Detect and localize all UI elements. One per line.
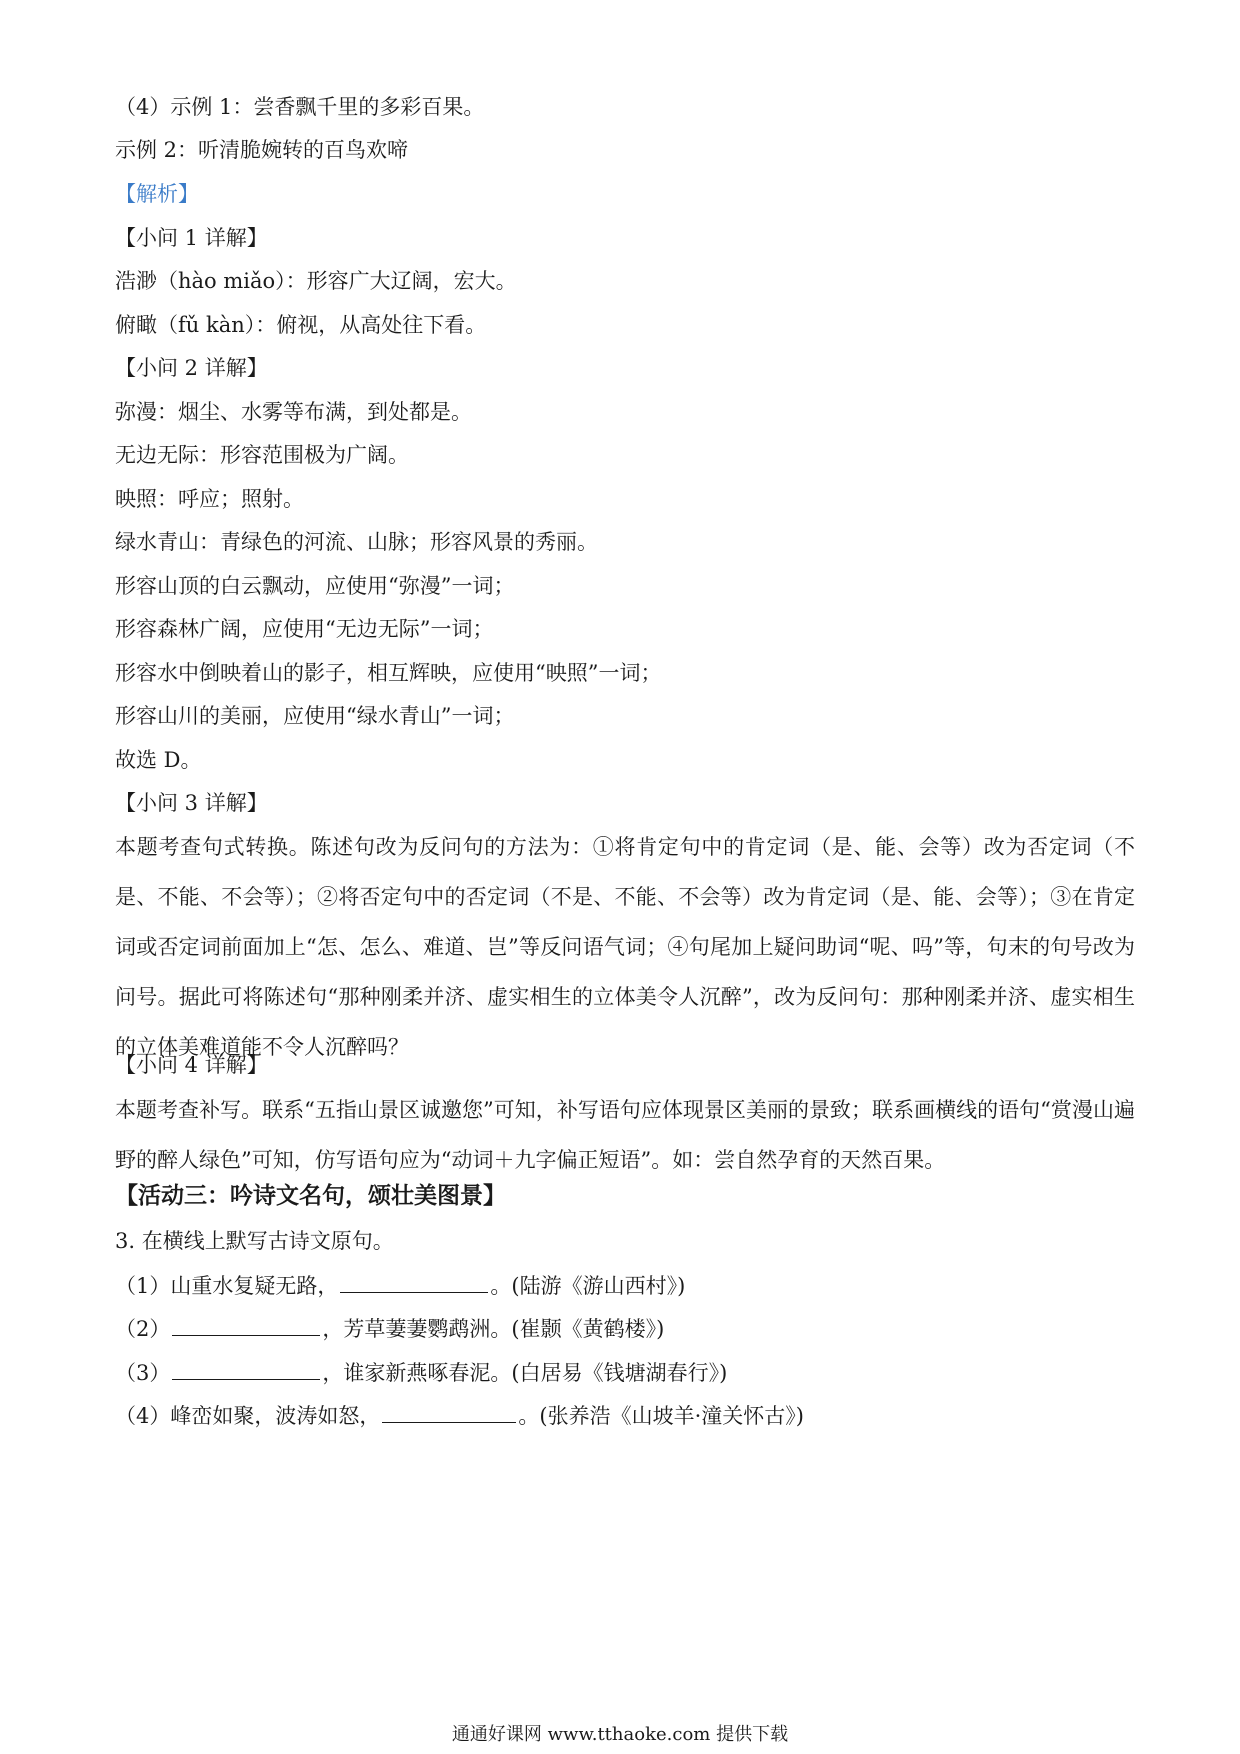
answer-4-example-1: （4）示例 1：尝香飘千里的多彩百果。 [115, 95, 485, 119]
sub2-line: 映照：呼应；照射。 [115, 487, 304, 511]
question-3-prompt: 3. 在横线上默写古诗文原句。 [115, 1229, 394, 1253]
sub2-line: 形容山川的美丽，应使用“绿水青山”一词； [115, 704, 515, 728]
sub2-line: 形容水中倒映着山的影子，相互辉映，应使用“映照”一词； [115, 661, 662, 685]
sub2-answer: 故选 D。 [115, 748, 202, 772]
sub2-line: 形容山顶的白云飘动，应使用“弥漫”一词； [115, 574, 515, 598]
sub-question-4-heading: 【小问 4 详解】 [115, 1053, 268, 1077]
sub3-explanation: 本题考查句式转换。陈述句改为反问句的方法为：①将肯定句中的肯定词（是、能、会等）改为否定词（不是、不能、不会等）；②将否定句中的否定词（不是、不能、不会等）改为肯定词（是、能、会等）；③在肯定词或否定词前面加上“怎、怎么、难道、岂”等反问语气词；④句尾加上疑问助词“呢、吗”等，句末的句号改为问号。据此可将陈述句“那种刚柔并济、虚实相生的立体美令人沉醉”，改为反问句：那种刚柔并济、虚实相生的立体美难道能不令人沉醉吗？ [115, 835, 1135, 1059]
sub2-line: 绿水青山：青绿色的河流、山脉；形容风景的秀丽。 [115, 530, 598, 554]
poem-item-after: 。(张养浩《山坡羊·潼关怀古》) [518, 1404, 804, 1428]
poem-item [115, 1402, 804, 1428]
poem-item-after: ，芳草萋萋鹦鹉洲。(崔颢《黄鹤楼》) [322, 1317, 665, 1341]
poem-item-before: （3） [115, 1361, 171, 1385]
poem-item-before: （2） [115, 1317, 171, 1341]
answer-blank[interactable] [340, 1272, 488, 1293]
analysis-label: 【解析】 [115, 182, 199, 206]
answer-blank[interactable] [172, 1315, 320, 1336]
sub2-line: 弥漫：烟尘、水雾等布满，到处都是。 [115, 400, 472, 424]
sub1-line: 浩渺（hào miǎo）：形容广大辽阔，宏大。 [115, 269, 517, 293]
poem-item-after: ，谁家新燕啄春泥。(白居易《钱塘湖春行》) [322, 1361, 728, 1385]
poem-item [115, 1359, 727, 1385]
poem-item [115, 1315, 664, 1341]
poem-item-before: （1）山重水复疑无路， [115, 1274, 339, 1298]
sub2-line: 形容森林广阔，应使用“无边无际”一词； [115, 617, 494, 641]
answer-blank[interactable] [382, 1402, 516, 1423]
sub-question-3-heading: 【小问 3 详解】 [115, 791, 268, 815]
sub-question-2-heading: 【小问 2 详解】 [115, 356, 268, 380]
answer-4-example-2: 示例 2：听清脆婉转的百鸟欢啼 [115, 138, 409, 162]
sub2-line: 无边无际：形容范围极为广阔。 [115, 443, 409, 467]
sub1-line: 俯瞰（fǔ kàn）：俯视，从高处往下看。 [115, 313, 487, 337]
poem-item-before: （4）峰峦如聚，波涛如怒， [115, 1404, 381, 1428]
poem-item-after: 。(陆游《游山西村》) [490, 1274, 686, 1298]
sub-question-1-heading: 【小问 1 详解】 [115, 226, 268, 250]
activity-3-heading: 【活动三：吟诗文名句，颂壮美图景】 [115, 1182, 506, 1209]
footer-source: 通通好课网 www.tthaoke.com 提供下载 [451, 1724, 789, 1745]
sub4-explanation: 本题考查补写。联系“五指山景区诚邀您”可知，补写语句应体现景区美丽的景致；联系画横线的语句“赏漫山遍野的醉人绿色”可知，仿写语句应为“动词＋九字偏正短语”。如：尝自然孕育的天然百果。 [115, 1098, 1135, 1172]
poem-item [115, 1272, 685, 1298]
answer-blank[interactable] [172, 1359, 320, 1380]
